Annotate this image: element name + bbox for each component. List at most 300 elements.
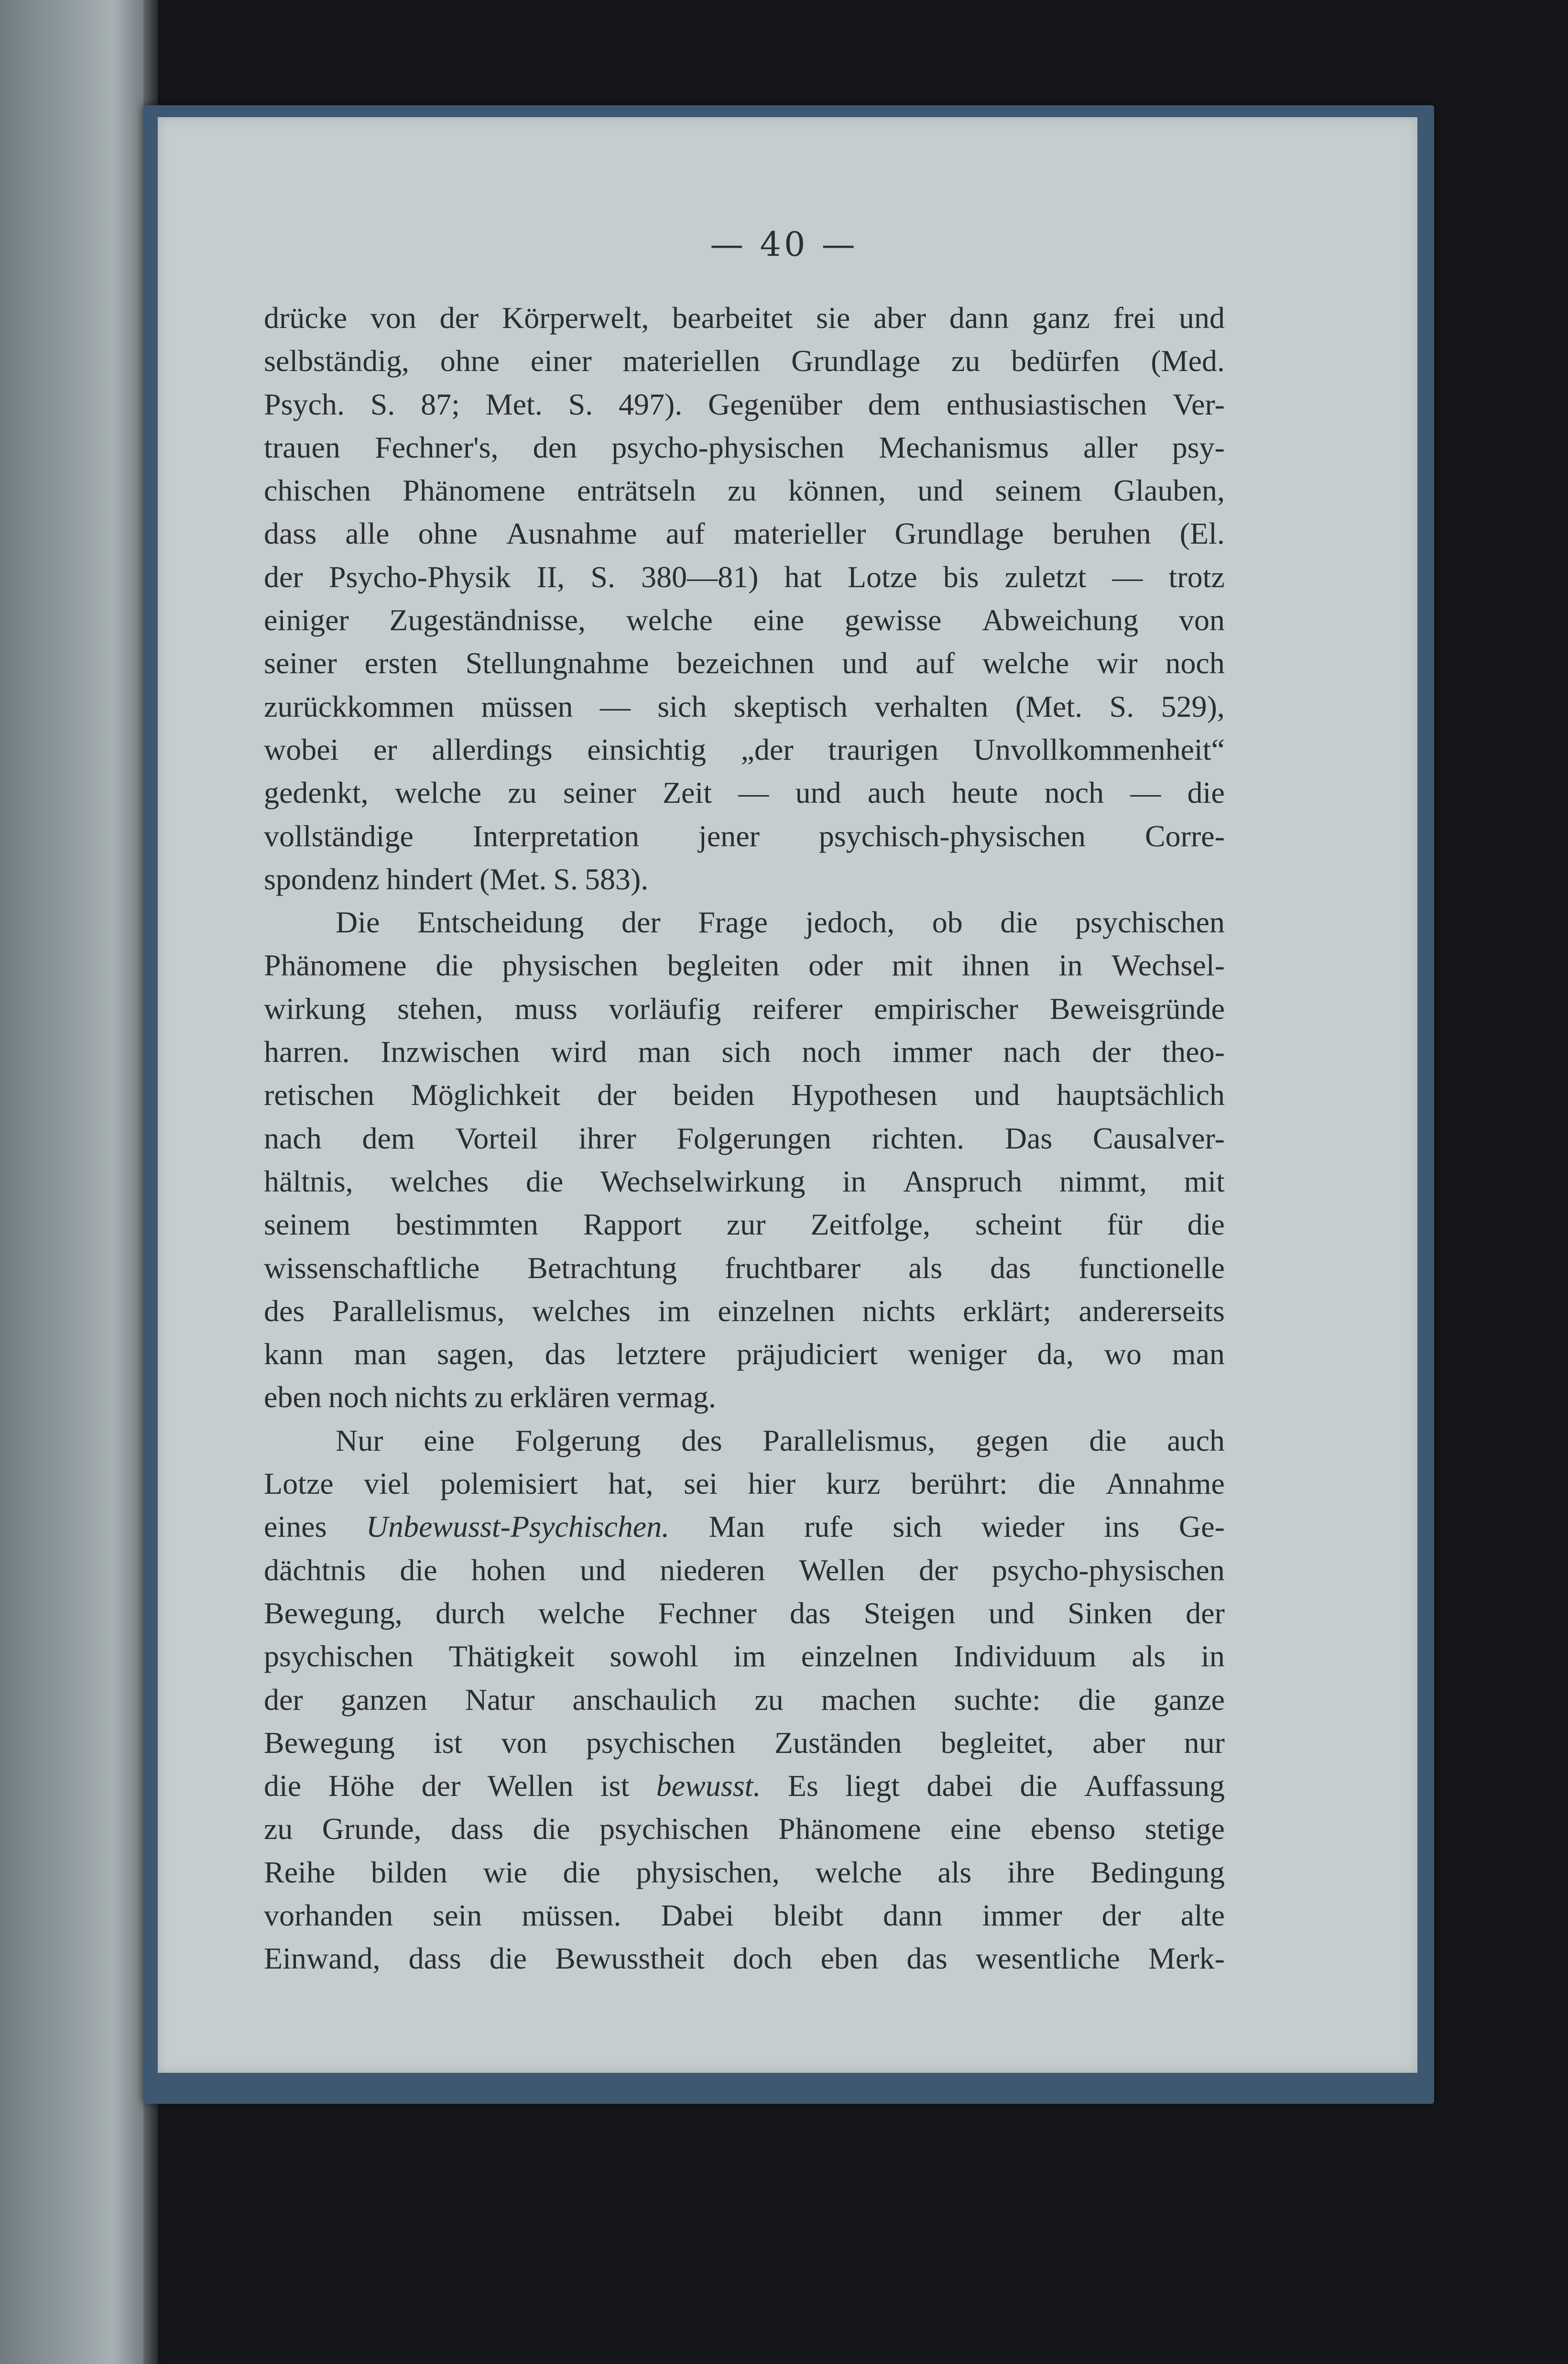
word: bewusst. bbox=[656, 1769, 761, 1803]
word: ob bbox=[932, 905, 963, 940]
word: sich bbox=[657, 689, 707, 723]
word: das bbox=[906, 1941, 947, 1976]
text-line bbox=[264, 1117, 1225, 1160]
word: bedürfen bbox=[1011, 344, 1120, 378]
text-line bbox=[264, 599, 1225, 642]
word: nichts bbox=[394, 1380, 468, 1414]
word: einiger bbox=[264, 603, 349, 637]
word: Abweichung bbox=[982, 603, 1139, 637]
word: müssen bbox=[481, 689, 573, 723]
word: beruhen bbox=[1052, 516, 1151, 551]
word: anschaulich bbox=[572, 1682, 717, 1717]
word: Wellen bbox=[487, 1769, 574, 1803]
word: 87; bbox=[421, 387, 460, 421]
word: die bbox=[1187, 776, 1225, 810]
word: er bbox=[373, 732, 397, 766]
text-line bbox=[264, 1247, 1225, 1290]
word: welche bbox=[982, 646, 1069, 680]
word: Reihe bbox=[264, 1855, 336, 1889]
word: vermag. bbox=[617, 1380, 717, 1414]
word: die bbox=[1089, 1423, 1127, 1457]
word: hier bbox=[748, 1467, 796, 1501]
word: S. bbox=[553, 862, 578, 896]
word: seinem bbox=[995, 473, 1082, 508]
word: doch bbox=[733, 1941, 793, 1976]
word: — bbox=[1112, 559, 1143, 594]
word: der bbox=[264, 559, 303, 594]
word: functionelle bbox=[1078, 1250, 1225, 1285]
word: bis bbox=[943, 559, 979, 594]
text-line bbox=[264, 1678, 1225, 1721]
word: für bbox=[1107, 1207, 1143, 1242]
text-line bbox=[264, 1635, 1225, 1678]
word: — bbox=[738, 776, 769, 810]
word: man bbox=[1172, 1337, 1225, 1371]
text-line bbox=[264, 1851, 1225, 1894]
word: wesentliche bbox=[975, 1941, 1120, 1976]
text-line bbox=[264, 1764, 1225, 1807]
word: kurz bbox=[826, 1467, 881, 1501]
word: und bbox=[795, 776, 841, 810]
word: jener bbox=[698, 819, 760, 853]
word: eine bbox=[753, 603, 805, 637]
word: Auffassung bbox=[1084, 1769, 1225, 1803]
word: eine bbox=[950, 1812, 1002, 1846]
word: „der bbox=[740, 732, 794, 766]
word: wieder bbox=[981, 1510, 1065, 1544]
word: psycho-physischen bbox=[611, 430, 845, 464]
word: reiferer bbox=[752, 991, 843, 1026]
text-line bbox=[264, 642, 1225, 685]
word: Zuständen bbox=[774, 1725, 902, 1760]
word: alle bbox=[345, 516, 390, 551]
word: S. bbox=[370, 387, 395, 421]
word: wir bbox=[1097, 646, 1138, 680]
word: — bbox=[1130, 776, 1161, 810]
text-line bbox=[264, 1592, 1225, 1635]
word: dem bbox=[362, 1121, 415, 1155]
word: ins bbox=[1104, 1510, 1140, 1544]
word: die bbox=[400, 1553, 437, 1587]
word: der bbox=[439, 301, 479, 335]
word: Corre- bbox=[1144, 819, 1225, 853]
word: ohne bbox=[418, 516, 478, 551]
word: Steigen bbox=[863, 1596, 956, 1630]
word: Folgerungen bbox=[676, 1121, 831, 1155]
word: vollständige bbox=[264, 819, 414, 853]
word: Annahme bbox=[1106, 1467, 1225, 1501]
word: welche bbox=[815, 1855, 902, 1889]
word: die bbox=[1020, 1769, 1057, 1803]
word: und bbox=[974, 1078, 1020, 1112]
word: sein bbox=[433, 1898, 482, 1932]
word: allerdings bbox=[432, 732, 553, 766]
word: trauen bbox=[264, 430, 340, 464]
word: andererseits bbox=[1078, 1293, 1225, 1328]
word: gewisse bbox=[844, 603, 942, 637]
text-line bbox=[264, 383, 1225, 426]
word: 380—81) bbox=[641, 559, 759, 594]
word: Thätigkeit bbox=[448, 1639, 575, 1674]
word: stetige bbox=[1144, 1812, 1225, 1846]
word: 529), bbox=[1161, 689, 1225, 723]
word: Phänomene bbox=[778, 1812, 921, 1846]
word: spondenz bbox=[264, 862, 380, 896]
word: Es bbox=[787, 1769, 818, 1803]
word: die bbox=[1038, 1467, 1076, 1501]
word: einzelnen bbox=[801, 1639, 918, 1674]
word: in bbox=[1201, 1639, 1225, 1674]
word: bearbeitet bbox=[672, 301, 793, 335]
word: dass bbox=[408, 1941, 461, 1976]
word: Ge- bbox=[1179, 1510, 1225, 1544]
word: man bbox=[354, 1337, 407, 1371]
text-line bbox=[264, 1030, 1225, 1073]
word: hat, bbox=[608, 1467, 653, 1501]
word: gegen bbox=[975, 1423, 1049, 1457]
text-line bbox=[264, 469, 1225, 512]
text-line-paragraph-start bbox=[264, 1419, 1225, 1462]
left-page-edge bbox=[0, 0, 158, 2364]
word: Individuum bbox=[953, 1639, 1097, 1674]
word: psycho-physischen bbox=[991, 1553, 1225, 1587]
word: der bbox=[597, 1078, 636, 1112]
word: (Met. bbox=[479, 862, 547, 896]
word: traurigen bbox=[828, 732, 939, 766]
word: psychischen bbox=[264, 1639, 414, 1674]
word: S. bbox=[568, 387, 593, 421]
word: begleiten bbox=[667, 948, 780, 983]
word: psychischen bbox=[1075, 905, 1225, 940]
word: Grundlage bbox=[894, 516, 1024, 551]
word: ebenso bbox=[1030, 1812, 1116, 1846]
word: hohen bbox=[471, 1553, 546, 1587]
word: aber bbox=[873, 301, 926, 335]
word: ihnen bbox=[961, 948, 1030, 983]
word: ihrer bbox=[578, 1121, 636, 1155]
word: ist bbox=[600, 1769, 630, 1803]
word: auf bbox=[665, 516, 705, 551]
text-line-paragraph-end bbox=[264, 858, 1225, 901]
word: Bewusstheit bbox=[555, 1941, 705, 1976]
word: Hypothesen bbox=[791, 1078, 937, 1112]
word: im bbox=[733, 1639, 766, 1674]
word: psychisch-physischen bbox=[818, 819, 1086, 853]
word: materiellen bbox=[622, 344, 761, 378]
word: gedenkt, bbox=[264, 776, 369, 810]
word: durch bbox=[436, 1596, 505, 1630]
word: Körperwelt, bbox=[502, 301, 649, 335]
word: Grunde, bbox=[322, 1812, 422, 1846]
word: chischen bbox=[264, 473, 371, 508]
word: Rapport bbox=[583, 1207, 682, 1242]
word: noch bbox=[1165, 646, 1225, 680]
text-line-paragraph-start bbox=[264, 901, 1225, 944]
word: Ausnahme bbox=[506, 516, 637, 551]
word: zu bbox=[728, 473, 757, 508]
word: nimmt, bbox=[1059, 1164, 1147, 1198]
word: Bedingung bbox=[1090, 1855, 1225, 1889]
word: erklären bbox=[510, 1380, 610, 1414]
word: materieller bbox=[733, 516, 866, 551]
word: hat bbox=[784, 559, 822, 594]
word: sie bbox=[816, 301, 850, 335]
word: Phänomene bbox=[403, 473, 545, 508]
word: von bbox=[370, 301, 416, 335]
word: Psycho-Physik bbox=[328, 559, 511, 594]
word: skeptisch bbox=[733, 689, 848, 723]
word: Causalver- bbox=[1093, 1121, 1225, 1155]
word: 583). bbox=[585, 862, 649, 896]
word: Nur bbox=[336, 1423, 383, 1457]
word: welches bbox=[390, 1164, 489, 1198]
word: liegt bbox=[845, 1769, 900, 1803]
word: Gegenüber bbox=[708, 387, 842, 421]
word: wie bbox=[483, 1855, 527, 1889]
word: zu bbox=[951, 344, 980, 378]
text-line bbox=[264, 1549, 1225, 1592]
word: Wechsel- bbox=[1111, 948, 1225, 983]
word: sich bbox=[721, 1035, 771, 1069]
word: heute bbox=[951, 776, 1018, 810]
word: scheint bbox=[975, 1207, 1062, 1242]
word: Mechanismus bbox=[879, 430, 1049, 464]
word: sagen, bbox=[437, 1337, 514, 1371]
word: die bbox=[1187, 1207, 1225, 1242]
word: präjudiciert bbox=[736, 1337, 878, 1371]
word: noch bbox=[328, 1380, 388, 1414]
word: der bbox=[421, 1769, 461, 1803]
page-text bbox=[264, 296, 1225, 1981]
word: seiner bbox=[264, 646, 337, 680]
word: ganzen bbox=[340, 1682, 427, 1717]
word: Das bbox=[1004, 1121, 1053, 1155]
word: machen bbox=[821, 1682, 916, 1717]
text-line bbox=[264, 771, 1225, 814]
word: viel bbox=[364, 1467, 410, 1501]
word: Folgerung bbox=[515, 1423, 641, 1457]
word: ersten bbox=[364, 646, 438, 680]
word: welche bbox=[538, 1596, 625, 1630]
word: Zeitfolge, bbox=[810, 1207, 931, 1242]
word: theo- bbox=[1162, 1035, 1225, 1069]
text-line bbox=[264, 512, 1225, 555]
text-line bbox=[264, 1894, 1225, 1937]
word: das bbox=[789, 1596, 831, 1630]
word: als bbox=[937, 1855, 972, 1889]
word: zurückkommen bbox=[264, 689, 455, 723]
word: Die bbox=[336, 905, 380, 940]
word: eines bbox=[264, 1510, 327, 1544]
word: immer bbox=[892, 1035, 972, 1069]
word: Glauben, bbox=[1113, 473, 1225, 508]
word: der bbox=[621, 905, 661, 940]
word: suchte: bbox=[954, 1682, 1041, 1717]
word: Ver- bbox=[1173, 387, 1225, 421]
word: Met. bbox=[485, 387, 543, 421]
word: Inzwischen bbox=[381, 1035, 520, 1069]
word: welche bbox=[394, 776, 482, 810]
word: im bbox=[658, 1293, 690, 1328]
text-line bbox=[264, 944, 1225, 987]
word: müssen. bbox=[522, 1898, 621, 1932]
word: auch bbox=[1167, 1423, 1225, 1457]
word: weniger bbox=[908, 1337, 1007, 1371]
word: S. bbox=[590, 559, 615, 594]
word: dächtnis bbox=[264, 1553, 366, 1587]
word: muss bbox=[514, 991, 577, 1026]
text-line-paragraph-end bbox=[264, 1376, 1225, 1419]
word: rufe bbox=[804, 1510, 854, 1544]
word: Anspruch bbox=[903, 1164, 1023, 1198]
word: psychischen bbox=[599, 1812, 749, 1846]
word: empirischer bbox=[874, 991, 1019, 1026]
word: dass bbox=[450, 1812, 504, 1846]
word: sei bbox=[684, 1467, 718, 1501]
word: ganz bbox=[1032, 301, 1090, 335]
word: harren. bbox=[264, 1035, 350, 1069]
word: als bbox=[1132, 1639, 1166, 1674]
word: Beweisgründe bbox=[1049, 991, 1225, 1026]
word: die bbox=[1078, 1682, 1116, 1717]
word: Fechner's, bbox=[375, 430, 499, 464]
word: einsichtig bbox=[587, 732, 707, 766]
word: des bbox=[264, 1293, 305, 1328]
word: Unbewusst-Psychischen. bbox=[366, 1510, 670, 1544]
text-line bbox=[264, 728, 1225, 771]
word: frei bbox=[1113, 301, 1156, 335]
word: nichts bbox=[862, 1293, 936, 1328]
word: physischen bbox=[502, 948, 638, 983]
word: die bbox=[563, 1855, 600, 1889]
word: kann bbox=[264, 1337, 324, 1371]
word: dann bbox=[883, 1898, 943, 1932]
word: (Med. bbox=[1151, 344, 1225, 378]
word: wo bbox=[1104, 1337, 1142, 1371]
word: da, bbox=[1037, 1337, 1074, 1371]
word: die bbox=[1000, 905, 1038, 940]
word: Parallelismus, bbox=[332, 1293, 505, 1328]
word: einer bbox=[530, 344, 592, 378]
word: 497). bbox=[619, 387, 683, 421]
word: nach bbox=[264, 1121, 322, 1155]
text-line bbox=[264, 1721, 1225, 1764]
page-number: — 40 — bbox=[710, 225, 858, 264]
word: und bbox=[580, 1553, 626, 1587]
word: Frage bbox=[698, 905, 768, 940]
word: zu bbox=[264, 1812, 293, 1846]
word: ihre bbox=[1007, 1855, 1055, 1889]
word: niederen bbox=[660, 1553, 765, 1587]
word: erklärt; bbox=[963, 1293, 1051, 1328]
word: das bbox=[990, 1250, 1031, 1285]
word: Lotze bbox=[264, 1467, 334, 1501]
word: jedoch, bbox=[805, 905, 895, 940]
word: bilden bbox=[370, 1855, 447, 1889]
word: richten. bbox=[871, 1121, 965, 1155]
word: Zeit bbox=[663, 776, 712, 810]
word: aber bbox=[1092, 1725, 1145, 1760]
word: (El. bbox=[1179, 516, 1225, 551]
word: enthusiastischen bbox=[946, 387, 1147, 421]
word: hauptsächlich bbox=[1056, 1078, 1225, 1112]
word: bleibt bbox=[773, 1898, 844, 1932]
word: dabei bbox=[926, 1769, 993, 1803]
word: welche bbox=[626, 603, 713, 637]
word: Natur bbox=[465, 1682, 535, 1717]
word: der bbox=[919, 1553, 958, 1587]
word: Lotze bbox=[847, 559, 917, 594]
word: vorhanden bbox=[264, 1898, 393, 1932]
word: eben bbox=[820, 1941, 879, 1976]
text-line bbox=[264, 685, 1225, 728]
word: retischen bbox=[264, 1078, 374, 1112]
word: — bbox=[599, 689, 631, 723]
word: eine bbox=[424, 1423, 475, 1457]
text-line bbox=[264, 1333, 1225, 1376]
word: psy- bbox=[1172, 430, 1225, 464]
word: selbständig, bbox=[264, 344, 409, 378]
word: begleitet, bbox=[940, 1725, 1054, 1760]
word: wirkung bbox=[264, 991, 366, 1026]
text-line bbox=[264, 1505, 1225, 1548]
word: zur bbox=[726, 1207, 766, 1242]
word: können, bbox=[788, 473, 886, 508]
text-line bbox=[264, 1073, 1225, 1116]
word: der bbox=[1186, 1596, 1225, 1630]
word: Bewegung, bbox=[264, 1596, 403, 1630]
word: enträtseln bbox=[577, 473, 696, 508]
word: hältnis, bbox=[264, 1164, 353, 1198]
word: Fechner bbox=[658, 1596, 757, 1630]
word: ohne bbox=[440, 344, 500, 378]
word: noch bbox=[1044, 776, 1104, 810]
text-line bbox=[264, 296, 1225, 339]
word: Sinken bbox=[1067, 1596, 1153, 1630]
text-line bbox=[264, 1203, 1225, 1246]
word: dass bbox=[264, 516, 317, 551]
word: hindert bbox=[386, 862, 473, 896]
word: der bbox=[1101, 1898, 1141, 1932]
word: einzelnen bbox=[718, 1293, 835, 1328]
word: und bbox=[917, 473, 964, 508]
word: stehen, bbox=[397, 991, 483, 1026]
word: polemisiert bbox=[440, 1467, 578, 1501]
word: Bewegung bbox=[264, 1725, 395, 1760]
word: welches bbox=[532, 1293, 631, 1328]
word: mit bbox=[1184, 1164, 1225, 1198]
word: nach bbox=[1003, 1035, 1061, 1069]
word: von bbox=[501, 1725, 547, 1760]
word: man bbox=[638, 1035, 691, 1069]
word: ist bbox=[433, 1725, 463, 1760]
word: Zugeständnisse, bbox=[389, 603, 586, 637]
text-line bbox=[264, 1462, 1225, 1505]
word: verhalten bbox=[874, 689, 989, 723]
word: wird bbox=[551, 1035, 607, 1069]
word: Psych. bbox=[264, 387, 345, 421]
word: der bbox=[264, 1682, 303, 1717]
text-line bbox=[264, 987, 1225, 1030]
word: und bbox=[842, 646, 888, 680]
word: Grundlage bbox=[791, 344, 921, 378]
word: Wellen bbox=[799, 1553, 885, 1587]
word: in bbox=[842, 1164, 866, 1198]
word: physischen, bbox=[636, 1855, 780, 1889]
word: trotz bbox=[1168, 559, 1225, 594]
word: zu bbox=[508, 776, 537, 810]
word: noch bbox=[802, 1035, 861, 1069]
